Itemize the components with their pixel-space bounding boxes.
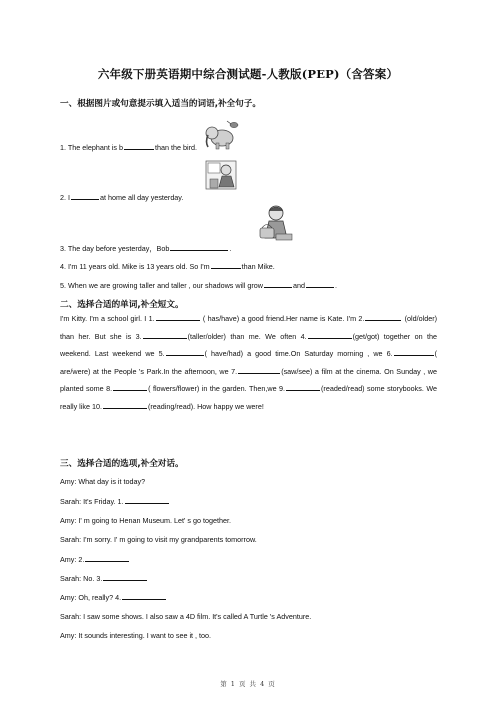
section-1-heading: 一、根据图片或句意提示填入适当的词语,补全句子。 bbox=[60, 99, 261, 109]
cloze-passage: I'm Kitty. I'm a school girl. I 1. ( has/have) a good friend.Her name is Kate. I'm 2. (old/older) than her. But she is 3. (taller/older) than me. We often 4. (get/got) together on the weekend. Last weekend we 5. ( have/had) a good time.On Saturday morning , we 6. ( are/were) at the People 's Park.In the afternoon, we 7. (saw/see) a film at the cinema. On Sunday , we planted some 8. ( flowers/flower) in the garden. Then,we 9. (readed/read) some storybooks. We really like 10. (reading/read). How happy we were! bbox=[60, 314, 437, 411]
answer-blank[interactable] bbox=[166, 348, 204, 356]
dialogue-line: Amy: It sounds interesting. I want to see it , too. bbox=[60, 631, 212, 640]
boy-at-home-picture bbox=[204, 157, 240, 193]
answer-blank[interactable] bbox=[143, 331, 187, 339]
dialogue-line: Amy: I' m going to Henan Museum. Let' s go together. bbox=[60, 516, 231, 525]
dialogue-line: Amy: 2. bbox=[60, 554, 130, 564]
answer-blank[interactable] bbox=[264, 280, 292, 288]
answer-blank[interactable] bbox=[394, 348, 434, 356]
answer-blank[interactable] bbox=[122, 592, 166, 600]
section-2-heading: 二、选择合适的单词,补全短文。 bbox=[60, 300, 184, 310]
page-title: 六年级下册英语期中综合测试题-人教版(PEP)（含答案） bbox=[97, 67, 399, 81]
answer-blank[interactable] bbox=[124, 142, 154, 150]
answer-blank[interactable] bbox=[238, 366, 280, 374]
dialogue-line: Amy: What day is it today? bbox=[60, 477, 146, 486]
answer-blank[interactable] bbox=[211, 261, 241, 269]
section-3-heading: 三、选择合适的选项,补全对话。 bbox=[60, 459, 184, 469]
question-3: 3. The day before yesterday，Bob . bbox=[60, 244, 232, 253]
dialogue-line: Amy: Oh, really? 4. bbox=[60, 592, 167, 602]
answer-blank[interactable] bbox=[103, 401, 147, 409]
question-5: 5. When we are growing taller and taller , our shadows will grow and . bbox=[60, 281, 337, 290]
dialogue-line: Sarah: I'm sorry. I' m going to visit my grandparents tomorrow. bbox=[60, 535, 257, 544]
answer-blank[interactable] bbox=[103, 573, 147, 581]
dialogue-line: Sarah: I saw some shows. I also saw a 4D film. It's called A Turtle 's Adventure. bbox=[60, 612, 312, 621]
elephant-bird-picture bbox=[204, 120, 240, 152]
page-footer: 第 1 页 共 4 页 bbox=[220, 680, 276, 688]
answer-blank[interactable] bbox=[170, 243, 228, 251]
answer-blank[interactable] bbox=[286, 383, 320, 391]
dialogue-line: Sarah: It's Friday. 1. bbox=[60, 496, 170, 506]
question-1: 1. The elephant is b than the bird. bbox=[60, 143, 197, 152]
boy-with-basket-picture bbox=[256, 204, 294, 244]
answer-blank[interactable] bbox=[113, 383, 147, 391]
answer-blank[interactable] bbox=[365, 313, 401, 321]
answer-blank[interactable] bbox=[125, 496, 169, 504]
answer-blank[interactable] bbox=[71, 192, 99, 200]
question-2: 2. I at home all day yesterday. bbox=[60, 193, 184, 202]
dialogue-line: Sarah: No. 3. bbox=[60, 573, 148, 583]
answer-blank[interactable] bbox=[308, 331, 352, 339]
answer-blank[interactable] bbox=[156, 313, 200, 321]
question-4: 4. I'm 11 years old. Mike is 13 years old. So I'm than Mike. bbox=[60, 262, 275, 271]
answer-blank[interactable] bbox=[85, 554, 129, 562]
answer-blank[interactable] bbox=[306, 280, 334, 288]
